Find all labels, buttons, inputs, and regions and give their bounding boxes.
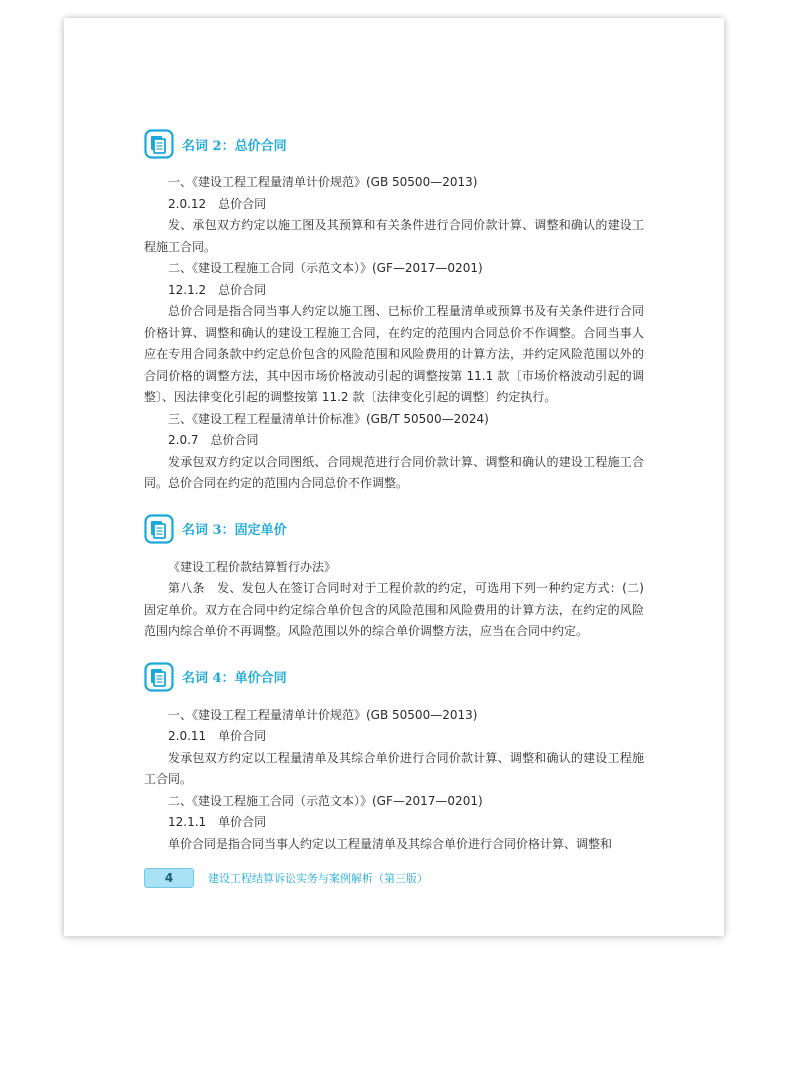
- section-title: 名词 2：总价合同: [182, 138, 287, 154]
- paragraph: 一、《建设工程工程量清单计价规范》(GB 50500—2013): [168, 175, 478, 189]
- section-heading: [144, 511, 644, 547]
- paragraph: 二、《建设工程施工合同（示范文本）》(GF—2017—0201): [168, 261, 483, 275]
- book-title: 建设工程结算诉讼实务与案例解析（第三版）: [208, 872, 428, 885]
- paragraph: 12.1.1 单价合同: [168, 815, 267, 829]
- section-fixed-unit-price: [144, 511, 644, 643]
- paragraph: 发承包双方约定以工程量清单及其综合单价进行合同价款计算、调整和确认的建设工程施工合同。: [144, 750, 644, 786]
- section-title: 名词 3：固定单价: [182, 523, 287, 538]
- section-heading: [144, 659, 644, 695]
- paragraph: 第八条 发、发包人在签订合同时对于工程价款的约定，可选用下列一种约定方式：(二) 固定单价。双方在合同中约定综合单价包含的风险范围和风险费用的计算方法，在约定的风险范围内综合单价不再调整。风险范围以外的综合单价调整方法，应当在合同中约定。: [144, 581, 644, 638]
- section-title: 名词 4：单价合同: [182, 671, 287, 686]
- paragraph: 二、《建设工程施工合同（示范文本）》(GF—2017—0201): [168, 793, 483, 808]
- document-stack-icon: [144, 129, 174, 159]
- paragraph: 2.0.7 总价合同: [168, 433, 259, 447]
- section-unit-price-contract: [144, 659, 644, 856]
- paragraph: 2.0.11 单价合同: [168, 729, 267, 743]
- document-stack-icon: [144, 662, 174, 692]
- page-content: [144, 126, 644, 871]
- paragraph: 2.0.12 总价合同: [168, 196, 267, 211]
- paragraph: 总价合同是指合同当事人约定以施工图、已标价工程量清单或预算书及有关条件进行合同价格计算、调整和确认的建设工程施工合同，在约定的范围内合同总价不作调整。合同当事人应在专用合同条款中约定总价包含的风险范围和风险费用的计算方法，并约定风险范围以外的合同价格的调整方法，其中因市场价格波动引起的调整按第 11.1 款〔市场价格波动引起的调整〕、因法律变化引起的调整按第 11.2 款〔法律变化引起的调整〕约定执行。: [144, 304, 644, 404]
- document-stack-icon: [144, 514, 174, 544]
- section-total-price-contract: [144, 126, 644, 495]
- paragraph: 单价合同是指合同当事人约定以工程量清单及其综合单价进行合同价格计算、调整和: [168, 836, 613, 851]
- section-heading: [144, 126, 644, 162]
- paragraph: 发承包双方约定以合同图纸、合同规范进行合同价款计算、调整和确认的建设工程施工合同。总价合同在约定的范围内合同总价不作调整。: [144, 454, 644, 490]
- paragraph: 一、《建设工程工程量清单计价规范》(GB 50500—2013): [168, 707, 478, 722]
- document-page: [64, 18, 724, 936]
- paragraph: 《建设工程价款结算暂行办法》: [168, 559, 337, 574]
- page-number: 4: [144, 868, 194, 888]
- paragraph: 发、承包双方约定以施工图及其预算和有关条件进行合同价款计算、调整和确认的建设工程施工合同。: [144, 218, 644, 254]
- paragraph: 12.1.2 总价合同: [168, 282, 267, 297]
- paragraph: 三、《建设工程工程量清单计价标准》(GB/T 50500—2024): [168, 411, 489, 426]
- page-footer: [144, 868, 428, 888]
